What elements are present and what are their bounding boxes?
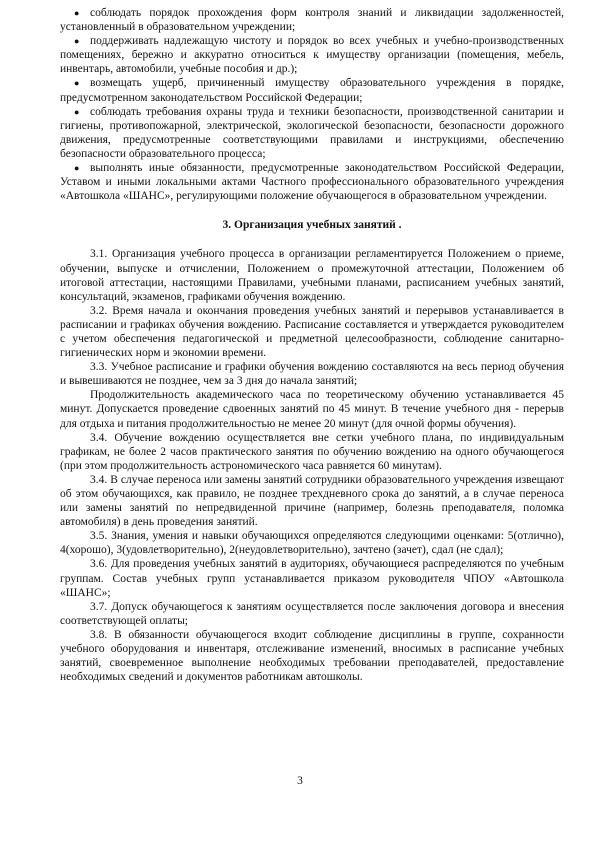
paragraph-3-4-driving: 3.4. Обучение вождению осуществляется вне сетки учебного плана, по индивидуальным графикам, не более 2 часов практического занятия по обучению вождению на одного обучающегося (при этом продолжительность астрономического часа равняется 60 минутам). bbox=[60, 431, 564, 472]
list-item bbox=[60, 76, 564, 104]
section-heading: 3. Организация учебных занятий . bbox=[222, 219, 402, 232]
bullet-icon: ● bbox=[74, 163, 80, 174]
paragraph-3-6: 3.6. Для проведения учебных занятий в аудиториях, обучающиеся распределяются по учебным группам. Состав учебных групп устанавливается приказом руководителя ЧПОУ «Автошкола «ШАНС»; bbox=[60, 558, 564, 599]
paragraph-3-4-rescheduling: 3.4. В случае переноса или замены занятий сотрудники образовательного учреждения извещают об этом обучающихся, как правило, не позднее трехдневного срока до занятий, а в случае переноса или замены занятий по непредвиденной причине (например, болезнь преподавателя, поломка автомобиля) в день проведения занятий. bbox=[60, 473, 564, 529]
paragraph-3-8: 3.8. В обязанности обучающегося входит соблюдение дисциплины в группе, сохранности учебного оборудования и инвентаря, отслеживание изменений, вносимых в расписание учебных занятий, своевременное выполнение необходимых требовании преподавателей, предоставление необходимых сведений и документов работникам автошколы. bbox=[60, 628, 564, 684]
bullet-icon: ● bbox=[74, 8, 80, 18]
list-item-text: поддерживать надлежащую чистоту и порядок во всех учебных и учебно-производственных помещениях, бережно и аккуратно относиться к имуществу организации (помещения, мебель, инвентарь, автомобили, учебные пособия и др.); bbox=[60, 35, 564, 76]
list-item-text: соблюдать требования охраны труда и техники безопасности, производственной санитарии и гигиены, противопожарной, электрической, экологической безопасности, безопасности дорожного движения, предусмотренные соответствующими правилами и инструкциями, обеспечению безопасности образовательного процесса; bbox=[60, 105, 564, 160]
list-item bbox=[60, 161, 564, 203]
list-item bbox=[60, 6, 564, 34]
list-item bbox=[60, 105, 564, 161]
bullet-icon: ● bbox=[74, 106, 80, 117]
paragraph-academic-hour: Продолжительность академического часа по теоретическому обучению устанавливается 45 минут. Допускается проведение сдвоенных занятий по 45 минут. В течение учебного дня - перерыв для отдыха и питания продолжительностью не менее 20 минут (для очной формы обучения). bbox=[60, 389, 564, 430]
paragraph-3-5: 3.5. Знания, умения и навыки обучающихся определяются следующими оценками: 5(отлично), 4(хорошо), 3(удовлетворительно), 2(неудовлетворительно), зачтено (зачет), сдал (не сдал); bbox=[60, 530, 564, 557]
paragraph-3-2: 3.2. Время начала и окончания проведения учебных занятий и перерывов устанавливается в расписании и графиках обучения вождению. Расписание составляется и утверждается руководителем с учетом обеспечения педагогической и предметной целесообразности, соблюдение санитарно-гигиенических норм и экономии времени. bbox=[60, 304, 564, 360]
paragraph-3-7: 3.7. Допуск обучающегося к занятиям осуществляется после заключения договора и внесения соответствующей оплаты; bbox=[60, 600, 564, 627]
list-item bbox=[60, 34, 564, 76]
page-number: 3 bbox=[297, 775, 303, 787]
list-item-text: выполнять иные обязанности, предусмотренные законодательством Российской Федерации, Уставом и иными локальными актами Частного профессионального образовательного учреждения «Автошкола «ШАНС», регулирующими положение обучающегося в образовательном учреждении. bbox=[60, 162, 564, 203]
bullet-icon: ● bbox=[74, 36, 80, 47]
list-item-text: соблюдать порядок прохождения форм контроля знаний и ликвидации задолженностей, установленный в образовательном учреждении; bbox=[60, 7, 564, 34]
obligations-list bbox=[60, 6, 564, 203]
paragraph-3-3: 3.3. Учебное расписание и графики обучения вождению составляются на весь период обучения и вывешиваются не позднее, чем за 3 дня до начала занятий; bbox=[60, 361, 564, 388]
bullet-icon: ● bbox=[74, 78, 80, 89]
list-item-text: возмещать ущерб, причиненный имуществу образовательного учреждения в порядке, предусмотренном законодательством Российской Федерации; bbox=[60, 77, 564, 104]
paragraph-3-1: 3.1. Организация учебного процесса в организации регламентируется Положением о приеме, обучении, выпуске и отчислении, Положением о промежуточной аттестации, Положением об итоговой аттестации, настоящими Правилами, учебными планами, расписанием учебных занятий, консультаций, экзаменов, графиками обучения вождению. bbox=[60, 248, 564, 303]
